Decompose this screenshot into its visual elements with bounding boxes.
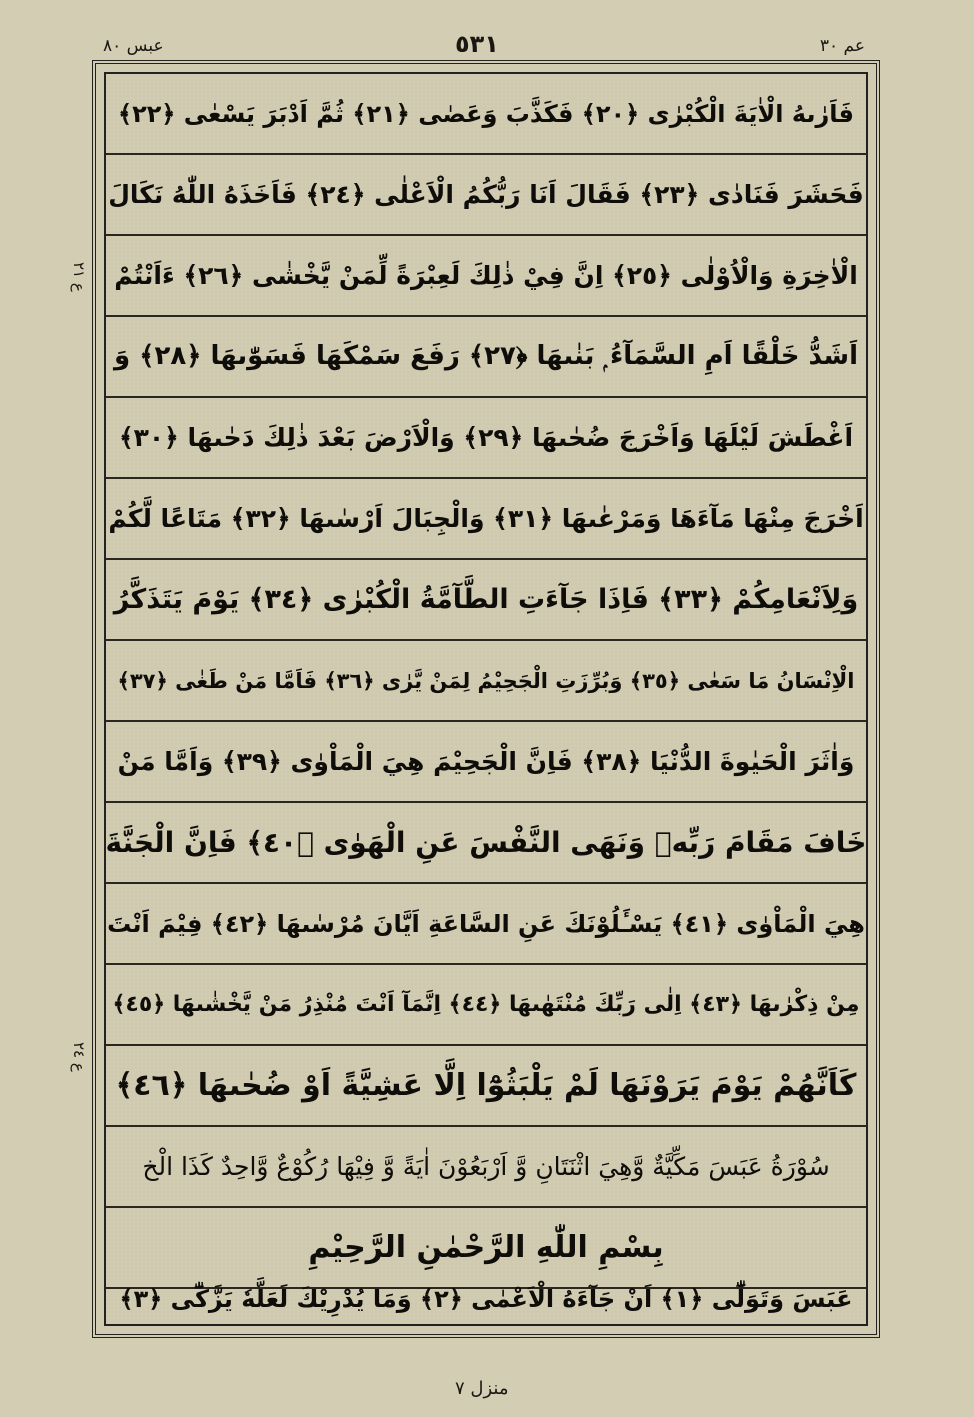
verse-line-9: وَاٰثَرَ الْحَيٰوةَ الدُّنْيَا ﴿٣٨﴾ فَاِنَّ الْجَحِيْمَ هِيَ الْمَاْوٰى ﴿٣٩﴾ وَاَمَّا مَنْ	[106, 722, 866, 803]
ruku-marker-1: ع ٢١	[70, 262, 88, 292]
text-frame	[92, 60, 880, 1338]
verse-line-1: فَاَرٰىهُ الْاٰيَةَ الْكُبْرٰى ﴿٢٠﴾ فَكَذَّبَ وَعَصٰى ﴿٢١﴾ ثُمَّ اَدْبَرَ يَسْعٰى ﴿٢٢﴾	[106, 74, 866, 155]
verse-line-2: فَحَشَرَ فَنَادٰى ﴿٢٣﴾ فَقَالَ اَنَا رَبُّكُمُ الْاَعْلٰى ﴿٢٤﴾ فَاَخَذَهُ اللّٰهُ نَكَالَ	[106, 155, 866, 236]
ruku-marker-2: ع ٢٤	[70, 1042, 88, 1072]
para-header: عم ٣٠	[819, 36, 865, 56]
verse-line-6: اَخْرَجَ مِنْهَا مَآءَهَا وَمَرْعٰىهَا ﴿٣١﴾ وَالْجِبَالَ اَرْسٰىهَا ﴿٣٢﴾ مَتَاعًا لَّكُمْ	[106, 479, 866, 560]
verse-line-8: الْاِنْسَانُ مَا سَعٰى ﴿٣٥﴾ وَبُرِّزَتِ الْجَحِيْمُ لِمَنْ يَّرٰى ﴿٣٦﴾ فَاَمَّا مَنْ طَغٰى ﴿٣٧﴾	[106, 641, 866, 722]
verse-line-13: كَاَنَّهُمْ يَوْمَ يَرَوْنَهَا لَمْ يَلْبَثُوْٓا اِلَّا عَشِيَّةً اَوْ ضُحٰىهَا ﴿٤٦﴾	[106, 1046, 866, 1127]
verse-line-3: الْاٰخِرَةِ وَالْاُوْلٰى ﴿٢٥﴾ اِنَّ فِيْ ذٰلِكَ لَعِبْرَةً لِّمَنْ يَّخْشٰى ﴿٢٦﴾ ءَاَنْتُمْ	[106, 236, 866, 317]
verse-line-11: هِيَ الْمَاْوٰى ﴿٤١﴾ يَسْـَٔلُوْنَكَ عَنِ السَّاعَةِ اَيَّانَ مُرْسٰىهَا ﴿٤٢﴾ فِيْمَ اَنْتَ	[106, 884, 866, 965]
bismillah-line: بِسْمِ اللّٰهِ الرَّحْمٰنِ الرَّحِيْمِ	[106, 1208, 866, 1289]
manzil-footer: منزل ٧	[455, 1378, 509, 1399]
verse-line-5: اَغْطَشَ لَيْلَهَا وَاَخْرَجَ ضُحٰىهَا ﴿٢٩﴾ وَالْاَرْضَ بَعْدَ ذٰلِكَ دَحٰىهَا ﴿٣٠﴾	[106, 398, 866, 479]
verse-line-4: اَشَدُّ خَلْقًا اَمِ السَّمَآءُ ۭ بَنٰىهَا ﴿٢٧﴾ رَفَعَ سَمْكَهَا فَسَوّٰىهَا ﴿٢٨﴾ وَ	[106, 317, 866, 398]
verse-line-12: مِنْ ذِكْرٰىهَا ﴿٤٣﴾ اِلٰى رَبِّكَ مُنْتَهٰىهَا ﴿٤٤﴾ اِنَّمَآ اَنْتَ مُنْذِرُ مَنْ يَّخْشٰىهَا ﴿٤٥﴾	[106, 965, 866, 1046]
verse-line-final: عَبَسَ وَتَوَلّٰٓى ﴿١﴾ اَنْ جَآءَهُ الْاَعْمٰى ﴿٢﴾ وَمَا يُدْرِيْكَ لَعَلَّهٗ يَزَّكّٰٓى ﴿٣﴾	[119, 1284, 853, 1313]
surah-info-line: سُوْرَةُ عَبَسَ مَكِّيَّةٌ وَّهِيَ اثْنَتَانِ وَّ اَرْبَعُوْنَ اٰيَةً وَّ فِيْهَا رُكُوْعٌ وَّاحِدٌ كَذَا الْخ	[106, 1127, 866, 1208]
verse-line-7: وَلِاَنْعَامِكُمْ ﴿٣٣﴾ فَاِذَا جَآءَتِ الطَّآمَّةُ الْكُبْرٰى ﴿٣٤﴾ يَوْمَ يَتَذَكَّرُ	[106, 560, 866, 641]
page-header	[95, 30, 875, 60]
page-number: ٥٣١	[455, 30, 499, 58]
verse-line-10: خَافَ مَقَامَ رَبِّهٖ وَنَهَى النَّفْسَ عَنِ الْهَوٰى ﴿٤٠﴾ فَاِنَّ الْجَنَّةَ	[106, 803, 866, 884]
text-area	[104, 72, 868, 1326]
surah-header: عبس ٨٠	[103, 36, 164, 56]
